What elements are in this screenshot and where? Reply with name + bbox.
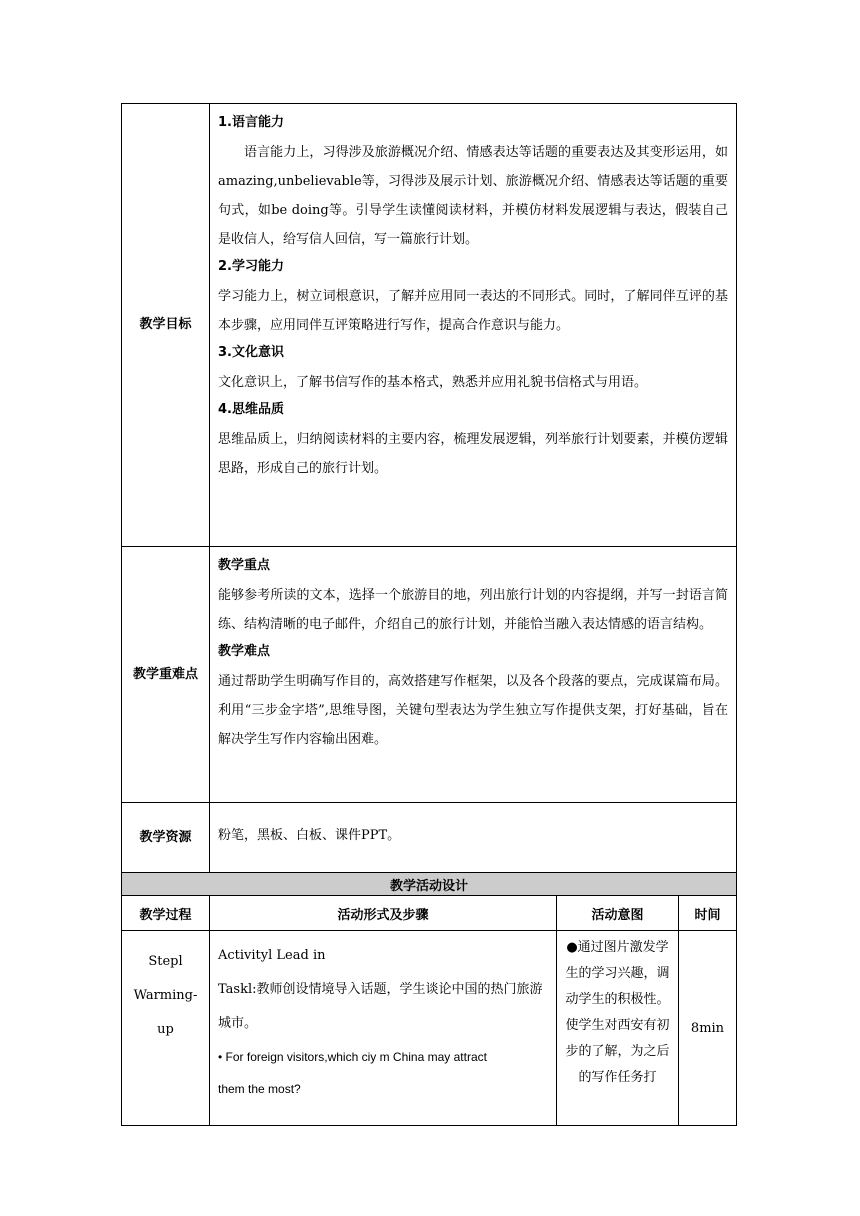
resources-label: 教学资源 xyxy=(122,803,210,873)
language-heading: 1.语言能力 xyxy=(218,115,284,130)
difficulty-text: 通过帮助学生明确写作目的，高效搭建写作框架，以及各个段落的要点，完成谋篇布局。利用“三步金字塔”,思维导图，关键句型表达为学生独立写作提供支架，打好基础，旨在解决学生写作内容输出困难。 xyxy=(218,674,728,747)
lesson-plan-table xyxy=(121,103,737,1126)
objectives-label: 教学目标 xyxy=(122,104,210,547)
focus-heading: 教学重点 xyxy=(218,558,271,573)
thinking-heading: 4.思维品质 xyxy=(218,402,284,417)
thinking-text: 思维品质上，归纳阅读材料的主要内容，梳理发展逻辑，列举旅行计划要素，并模仿逻辑思路，形成自己的旅行计划。 xyxy=(218,432,728,476)
step1-time: 8min xyxy=(679,931,737,1126)
header-process: 教学过程 xyxy=(122,896,210,931)
activity-header-row xyxy=(122,896,737,931)
learning-heading: 2.学习能力 xyxy=(218,259,284,274)
culture-heading: 3.文化意识 xyxy=(218,345,284,360)
header-steps: 活动形式及步骤 xyxy=(210,896,557,931)
activity-question-line2: them the most? xyxy=(218,1082,301,1096)
language-text: 语言能力上，习得涉及旅游概况介绍、情感表达等话题的重要表达及其变形运用，如amazing,unbelievable等，习得涉及展示计划、旅游概况介绍、情感表达等话题的重要句式，如be doing等。引导学生读懂阅读材料，并模仿材料发展逻辑与表达，假装自己是收信人，给写信人回信，写一篇旅行计划。 xyxy=(218,145,728,247)
header-time: 时间 xyxy=(679,896,737,931)
step1-label xyxy=(122,931,210,1126)
step1-intent: ●通过图片激发学生的学习兴趣，调动学生的积极性。使学生对西安有初步的了解，为之后的写作任务打 xyxy=(557,931,679,1126)
header-intent: 活动意图 xyxy=(557,896,679,931)
key-points-label: 教学重难点 xyxy=(122,547,210,803)
objectives-content xyxy=(210,104,737,547)
activity-band-row xyxy=(122,873,737,896)
activity-task: Taskl:教师创设情境导入话题，学生谈论中国的热门旅游城市。 xyxy=(218,982,543,1031)
objectives-row xyxy=(122,104,737,547)
step1-line1: Stepl xyxy=(148,954,183,969)
step1-row xyxy=(122,931,737,1126)
learning-text: 学习能力上，树立词根意识，了解并应用同一表达的不同形式。同时，了解同伴互评的基本步骤，应用同伴互评策略进行写作，提高合作意识与能力。 xyxy=(218,289,728,333)
activity-question-line1: • For foreign visitors,which ciy m China may attract xyxy=(218,1050,487,1064)
resources-text: 粉笔，黑板、白板、课件PPT。 xyxy=(218,828,401,843)
culture-text: 文化意识上，了解书信写作的基本格式，熟悉并应用礼貌书信格式与用语。 xyxy=(218,375,648,390)
step1-line3: up xyxy=(157,1022,174,1037)
activity-band-title: 教学活动设计 xyxy=(122,873,737,896)
step1-line2: Warming- xyxy=(133,988,198,1003)
key-points-content xyxy=(210,547,737,803)
resources-row xyxy=(122,803,737,873)
focus-text: 能够参考所读的文本，选择一个旅游目的地，列出旅行计划的内容提纲，并写一封语言简练、结构清晰的电子邮件，介绍自己的旅行计划，并能恰当融入表达情感的语言结构。 xyxy=(218,588,728,632)
difficulty-heading: 教学难点 xyxy=(218,644,271,659)
activity-title: Activityl Lead in xyxy=(218,948,326,963)
resources-content xyxy=(210,803,737,873)
key-points-row xyxy=(122,547,737,803)
step1-activity xyxy=(210,931,557,1126)
